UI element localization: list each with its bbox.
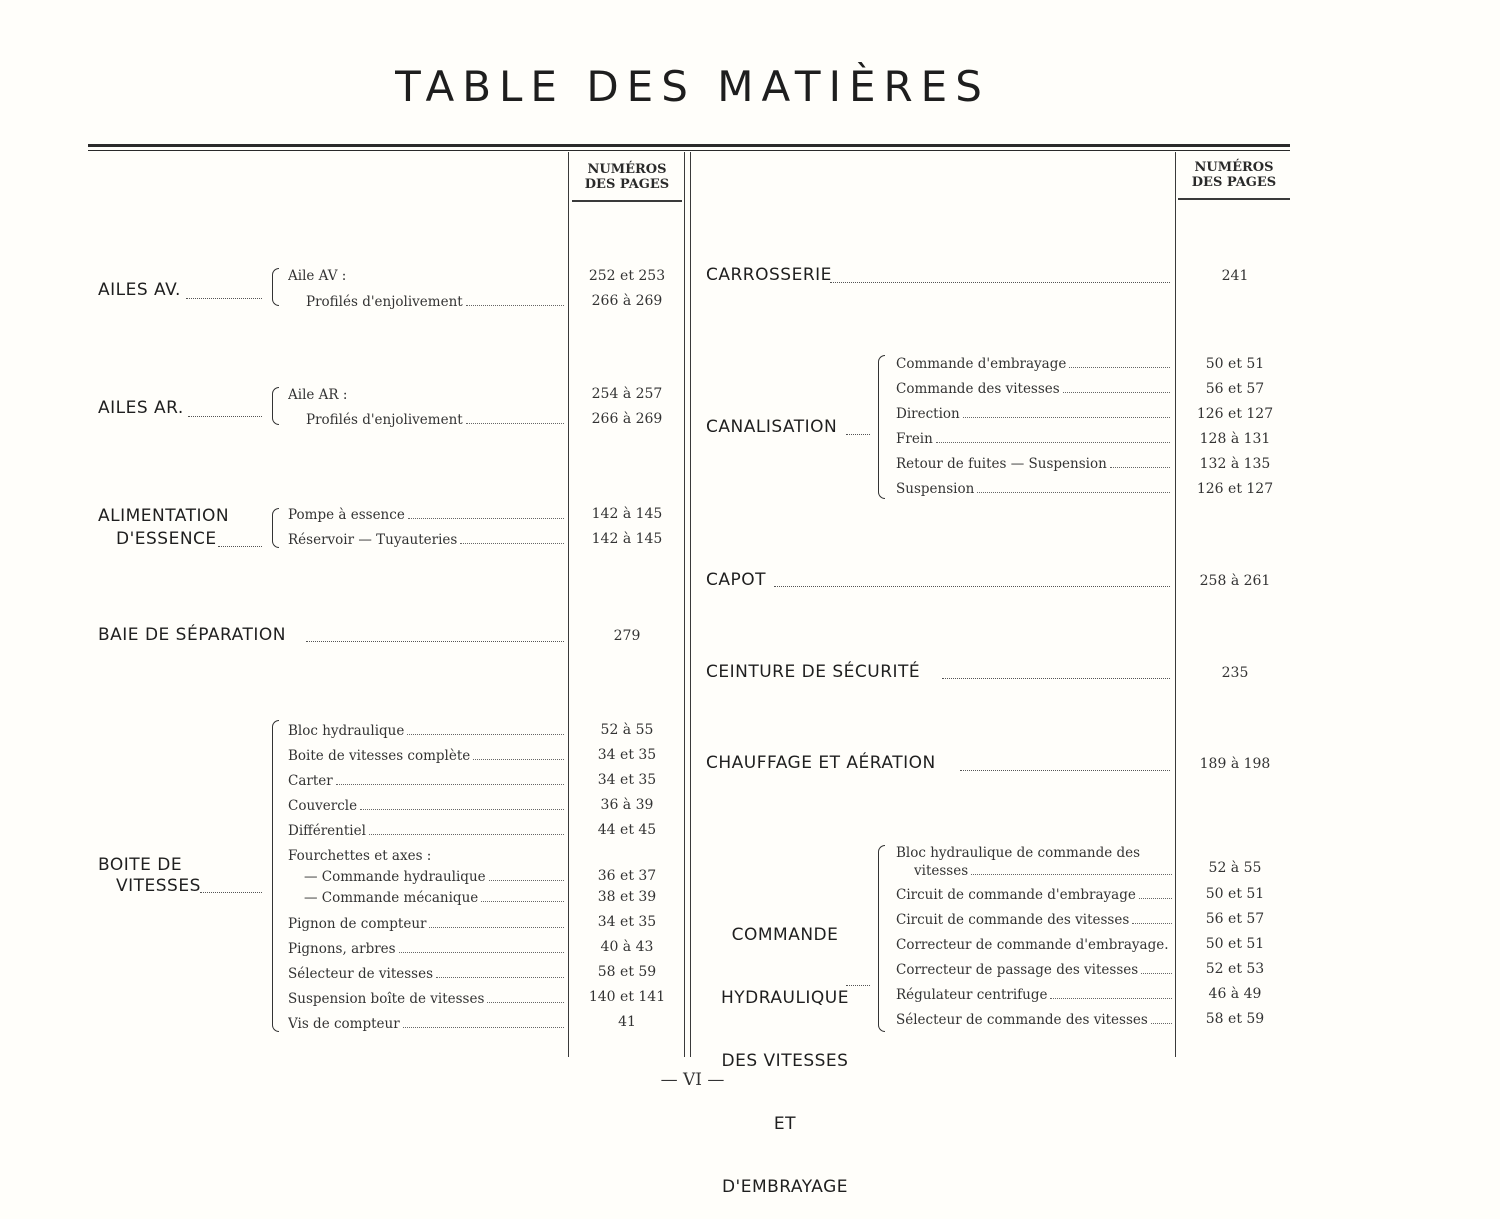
page-ref: 38 et 39 [597,889,657,905]
category-capot: CAPOT [706,570,767,590]
list-item: Carter [288,771,564,791]
page-numbers-underline-left [572,200,682,202]
leader-dots [846,985,870,986]
page-ref: 241 [1221,268,1249,284]
list-item: Commande d'embrayage [896,354,1170,374]
list-item: vitesses [914,861,1172,881]
list-item: Bloc hydraulique de commande des [896,845,1141,861]
leader-dots [774,586,1170,587]
page-ref: 126 et 127 [1196,481,1274,497]
page-ref: 58 et 59 [597,964,657,980]
page-ref: 41 [618,1014,636,1030]
list-item: Suspension boîte de vitesses [288,989,564,1009]
left-col-line-c [690,152,691,1057]
category-baie: BAIE DE SÉPARATION [98,625,286,645]
list-item: Boite de vitesses complète [288,746,564,766]
page-ref: 50 et 51 [1205,886,1265,902]
page-ref: 56 et 57 [1205,381,1265,397]
list-item: Bloc hydraulique [288,721,564,741]
page-ref: 52 et 53 [1205,961,1265,977]
page-ref: 126 et 127 [1196,406,1274,422]
leader-dots [306,641,564,642]
list-item: Aile AV : [288,268,347,284]
page-ref: 266 à 269 [591,411,663,427]
category-boite: BOITE DE [98,855,183,875]
page-ref: 235 [1221,665,1249,681]
list-item: Pignons, arbres [288,939,564,959]
left-col-line-b [684,152,685,1057]
page-ref: 50 et 51 [1205,936,1265,952]
list-item: Suspension [896,479,1170,499]
list-item: Pignon de compteur [288,914,564,934]
category-carrosserie: CARROSSERIE [706,265,832,285]
list-item: Aile AR : [288,387,348,403]
page-ref: 266 à 269 [591,293,663,309]
leader-dots [186,298,262,299]
page-ref: 254 à 257 [591,386,663,402]
leader-dots [846,434,870,435]
left-col-line-a [568,152,569,1057]
page-ref: 50 et 51 [1205,356,1265,372]
leader-dots [960,770,1170,771]
page-ref: 142 à 145 [591,531,663,547]
list-item: Pompe à essence [288,505,564,525]
page-numbers-underline-right [1178,198,1290,200]
list-item: Sélecteur de commande des vitesses [896,1010,1172,1030]
page-ref: 36 à 39 [600,797,654,813]
list-item: Régulateur centrifuge [896,985,1172,1005]
page-ref: 128 à 131 [1199,431,1271,447]
page-ref: 132 à 135 [1199,456,1271,472]
leader-dots [218,546,262,547]
list-item: Différentiel [288,821,564,841]
category-ailes-av: AILES AV. [98,280,181,300]
category-chauffage: CHAUFFAGE ET AÉRATION [706,753,936,773]
page-ref: 140 et 141 [588,989,666,1005]
leader-dots [830,282,1170,283]
page-ref: 189 à 198 [1199,756,1271,772]
category-ceinture: CEINTURE DE SÉCURITÉ [706,662,921,682]
brace [878,845,885,1032]
category-commande-hydraulique: COMMANDE HYDRAULIQUE DES VITESSES ET D'EMBRAYAGE [720,925,849,1197]
page-ref: 40 à 43 [600,939,654,955]
page-numbers-header-right: NUMÉROS DES PAGES [1191,160,1277,190]
page-ref: 46 à 49 [1208,986,1262,1002]
page-ref: 142 à 145 [591,506,663,522]
page-numbers-header-left: NUMÉROS DES PAGES [584,162,670,192]
category-boite-line2: VITESSES [116,876,201,896]
list-item: Circuit de commande des vitesses [896,910,1172,930]
brace [272,268,279,306]
page-ref: 34 et 35 [597,772,657,788]
list-item: Couvercle [288,796,564,816]
header-rule-thin [88,150,1290,151]
brace [272,387,279,425]
list-item: Sélecteur de vitesses [288,964,564,984]
leader-dots [188,416,262,417]
page-ref: 252 et 253 [588,268,666,284]
leader-dots [942,678,1170,679]
list-item: Vis de compteur [288,1014,564,1034]
list-item: Profilés d'enjolivement [306,292,564,312]
list-item: Correcteur de passage des vitesses [896,960,1172,980]
list-item: Commande des vitesses [896,379,1170,399]
category-canalisation: CANALISATION [706,417,838,437]
page-title: TABLE DES MATIÈRES [395,62,990,111]
list-item: Correcteur de commande d'embrayage. [896,937,1169,953]
page-ref: 52 à 55 [1208,860,1262,876]
brace [272,720,279,1032]
list-item: Réservoir — Tuyauteries [288,530,564,550]
list-item: Profilés d'enjolivement [306,410,564,430]
brace [272,508,279,548]
list-item: — Commande mécanique [304,888,564,908]
page-ref: 44 et 45 [597,822,657,838]
list-item: — Commande hydraulique [304,867,564,887]
category-alimentation-line2: D'ESSENCE [116,529,217,549]
page-ref: 279 [613,628,641,644]
list-item: Circuit de commande d'embrayage [896,885,1172,905]
page-number-footer: — VI — [660,1070,725,1090]
page-ref: 258 à 261 [1199,573,1271,589]
page-ref: 58 et 59 [1205,1011,1265,1027]
list-item: Fourchettes et axes : [288,848,432,864]
list-item: Retour de fuites — Suspension [896,454,1170,474]
brace [878,355,885,499]
page-ref: 34 et 35 [597,747,657,763]
right-col-line [1175,152,1176,1057]
leader-dots [200,892,262,893]
category-alimentation: ALIMENTATION [98,506,230,526]
header-rule [88,144,1290,147]
page-ref: 56 et 57 [1205,911,1265,927]
category-ailes-ar: AILES AR. [98,398,184,418]
page-ref: 52 à 55 [600,722,654,738]
page-ref: 34 et 35 [597,914,657,930]
page-ref: 36 et 37 [597,868,657,884]
list-item: Direction [896,404,1170,424]
list-item: Frein [896,429,1170,449]
